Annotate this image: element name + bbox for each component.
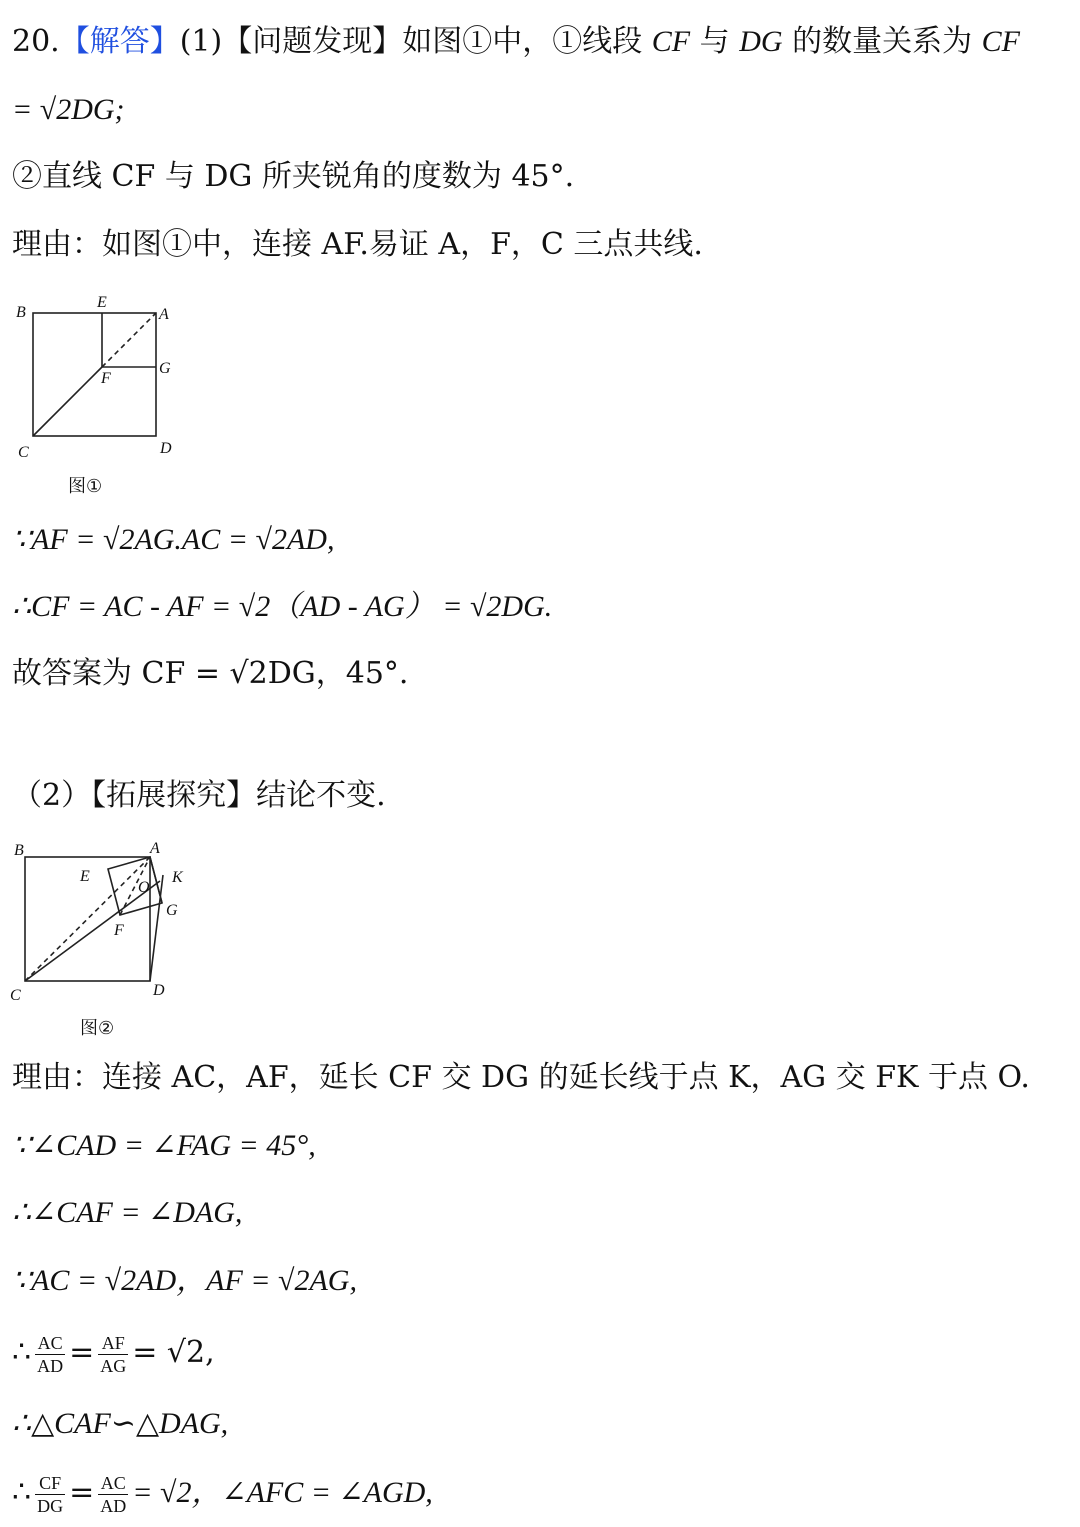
part1-label: (1) (179, 24, 223, 59)
relation-rhs: = √2DG; (12, 93, 125, 126)
label-b: B (16, 304, 26, 321)
problem-number: 20. (12, 24, 60, 59)
fraction-ac-ad-2: $\frac{AC}{AD}$ (100, 1472, 127, 1516)
label-b: B (14, 842, 24, 859)
part2-step3: ∵AC = √2AD，AF = √2AG, (12, 1264, 357, 1297)
part1-conclusion: 故答案为 CF = √2DG，45°. (12, 656, 409, 691)
label-c: C (18, 444, 29, 461)
label-f: F (114, 922, 124, 939)
segment-cf (33, 367, 102, 436)
label-e: E (97, 295, 107, 311)
figure-1 (10, 295, 190, 470)
fraction-cf-dg: $\frac{CF}{DG}$ (37, 1472, 64, 1516)
part2-step2: ∴∠CAF = ∠DAG, (12, 1196, 243, 1229)
part1-intro: 如图①中，①线段 (402, 24, 643, 59)
label-a: A (159, 306, 169, 323)
segment-dg: DG (739, 25, 783, 58)
label-g: G (166, 902, 178, 919)
label-o: O (138, 879, 150, 896)
segment-dk (150, 875, 163, 981)
figure-1-caption: 图① (68, 476, 103, 497)
with-word: 与 (699, 24, 730, 59)
part1-reason: 理由：如图①中，连接 AF.易证 A，F，C 三点共线. (12, 227, 703, 262)
segment-cf: CF (651, 25, 691, 58)
segment-af-dashed (102, 313, 156, 367)
label-d: D (160, 440, 172, 457)
part1-step2: ∴CF = AC - AF = √2（AD - AG） = √2DG. (12, 590, 553, 623)
figure-2 (0, 835, 200, 1010)
segment-ck (25, 881, 160, 981)
answer-tag: 【解答】 (59, 24, 180, 59)
part2-step4: ∴ $\frac{AC}{AD}$ = $\frac{AF}{AG}$ = √2, (12, 1332, 215, 1376)
part1-tag: 【问题发现】 (222, 24, 403, 59)
therefore-symbol: ∴ (12, 1475, 32, 1510)
step6-result: = √2，∠AFC = ∠AGD, (132, 1476, 433, 1509)
label-a: A (150, 840, 160, 857)
fraction-af-ag: $\frac{AF}{AG}$ (100, 1332, 127, 1376)
part2-heading: （2）【拓展探究】结论不变. (12, 778, 386, 813)
label-k: K (172, 869, 183, 886)
part2-step5: ∴△CAF∽△DAG, (12, 1407, 229, 1440)
label-f: F (101, 370, 111, 387)
step4-result: = √2, (132, 1335, 215, 1370)
label-d: D (153, 982, 165, 999)
angle-statement: ②直线 CF 与 DG 所夹锐角的度数为 45°. (12, 159, 575, 194)
relation-text: 的数量关系为 (792, 24, 973, 59)
fraction-ac-ad: $\frac{AC}{AD}$ (37, 1332, 64, 1376)
label-e: E (80, 868, 90, 885)
problem-header (12, 22, 1020, 62)
part2-step6: ∴ $\frac{CF}{DG}$ = $\frac{AC}{AD}$ = √2，∠AFC = ∠AGD, (12, 1472, 433, 1516)
figure-2-caption: 图② (80, 1018, 115, 1039)
label-c: C (10, 987, 21, 1004)
part1-step1: ∵AF = √2AG.AC = √2AD, (12, 523, 335, 556)
part2-step1: ∵∠CAD = ∠FAG = 45°, (12, 1129, 316, 1162)
relation-lhs: CF (981, 25, 1020, 58)
therefore-symbol: ∴ (12, 1335, 32, 1370)
label-g: G (159, 360, 171, 377)
segment-ag (150, 857, 162, 903)
part2-reason: 理由：连接 AC，AF，延长 CF 交 DG 的延长线于点 K，AG 交 FK 于点 O. (12, 1060, 1030, 1095)
